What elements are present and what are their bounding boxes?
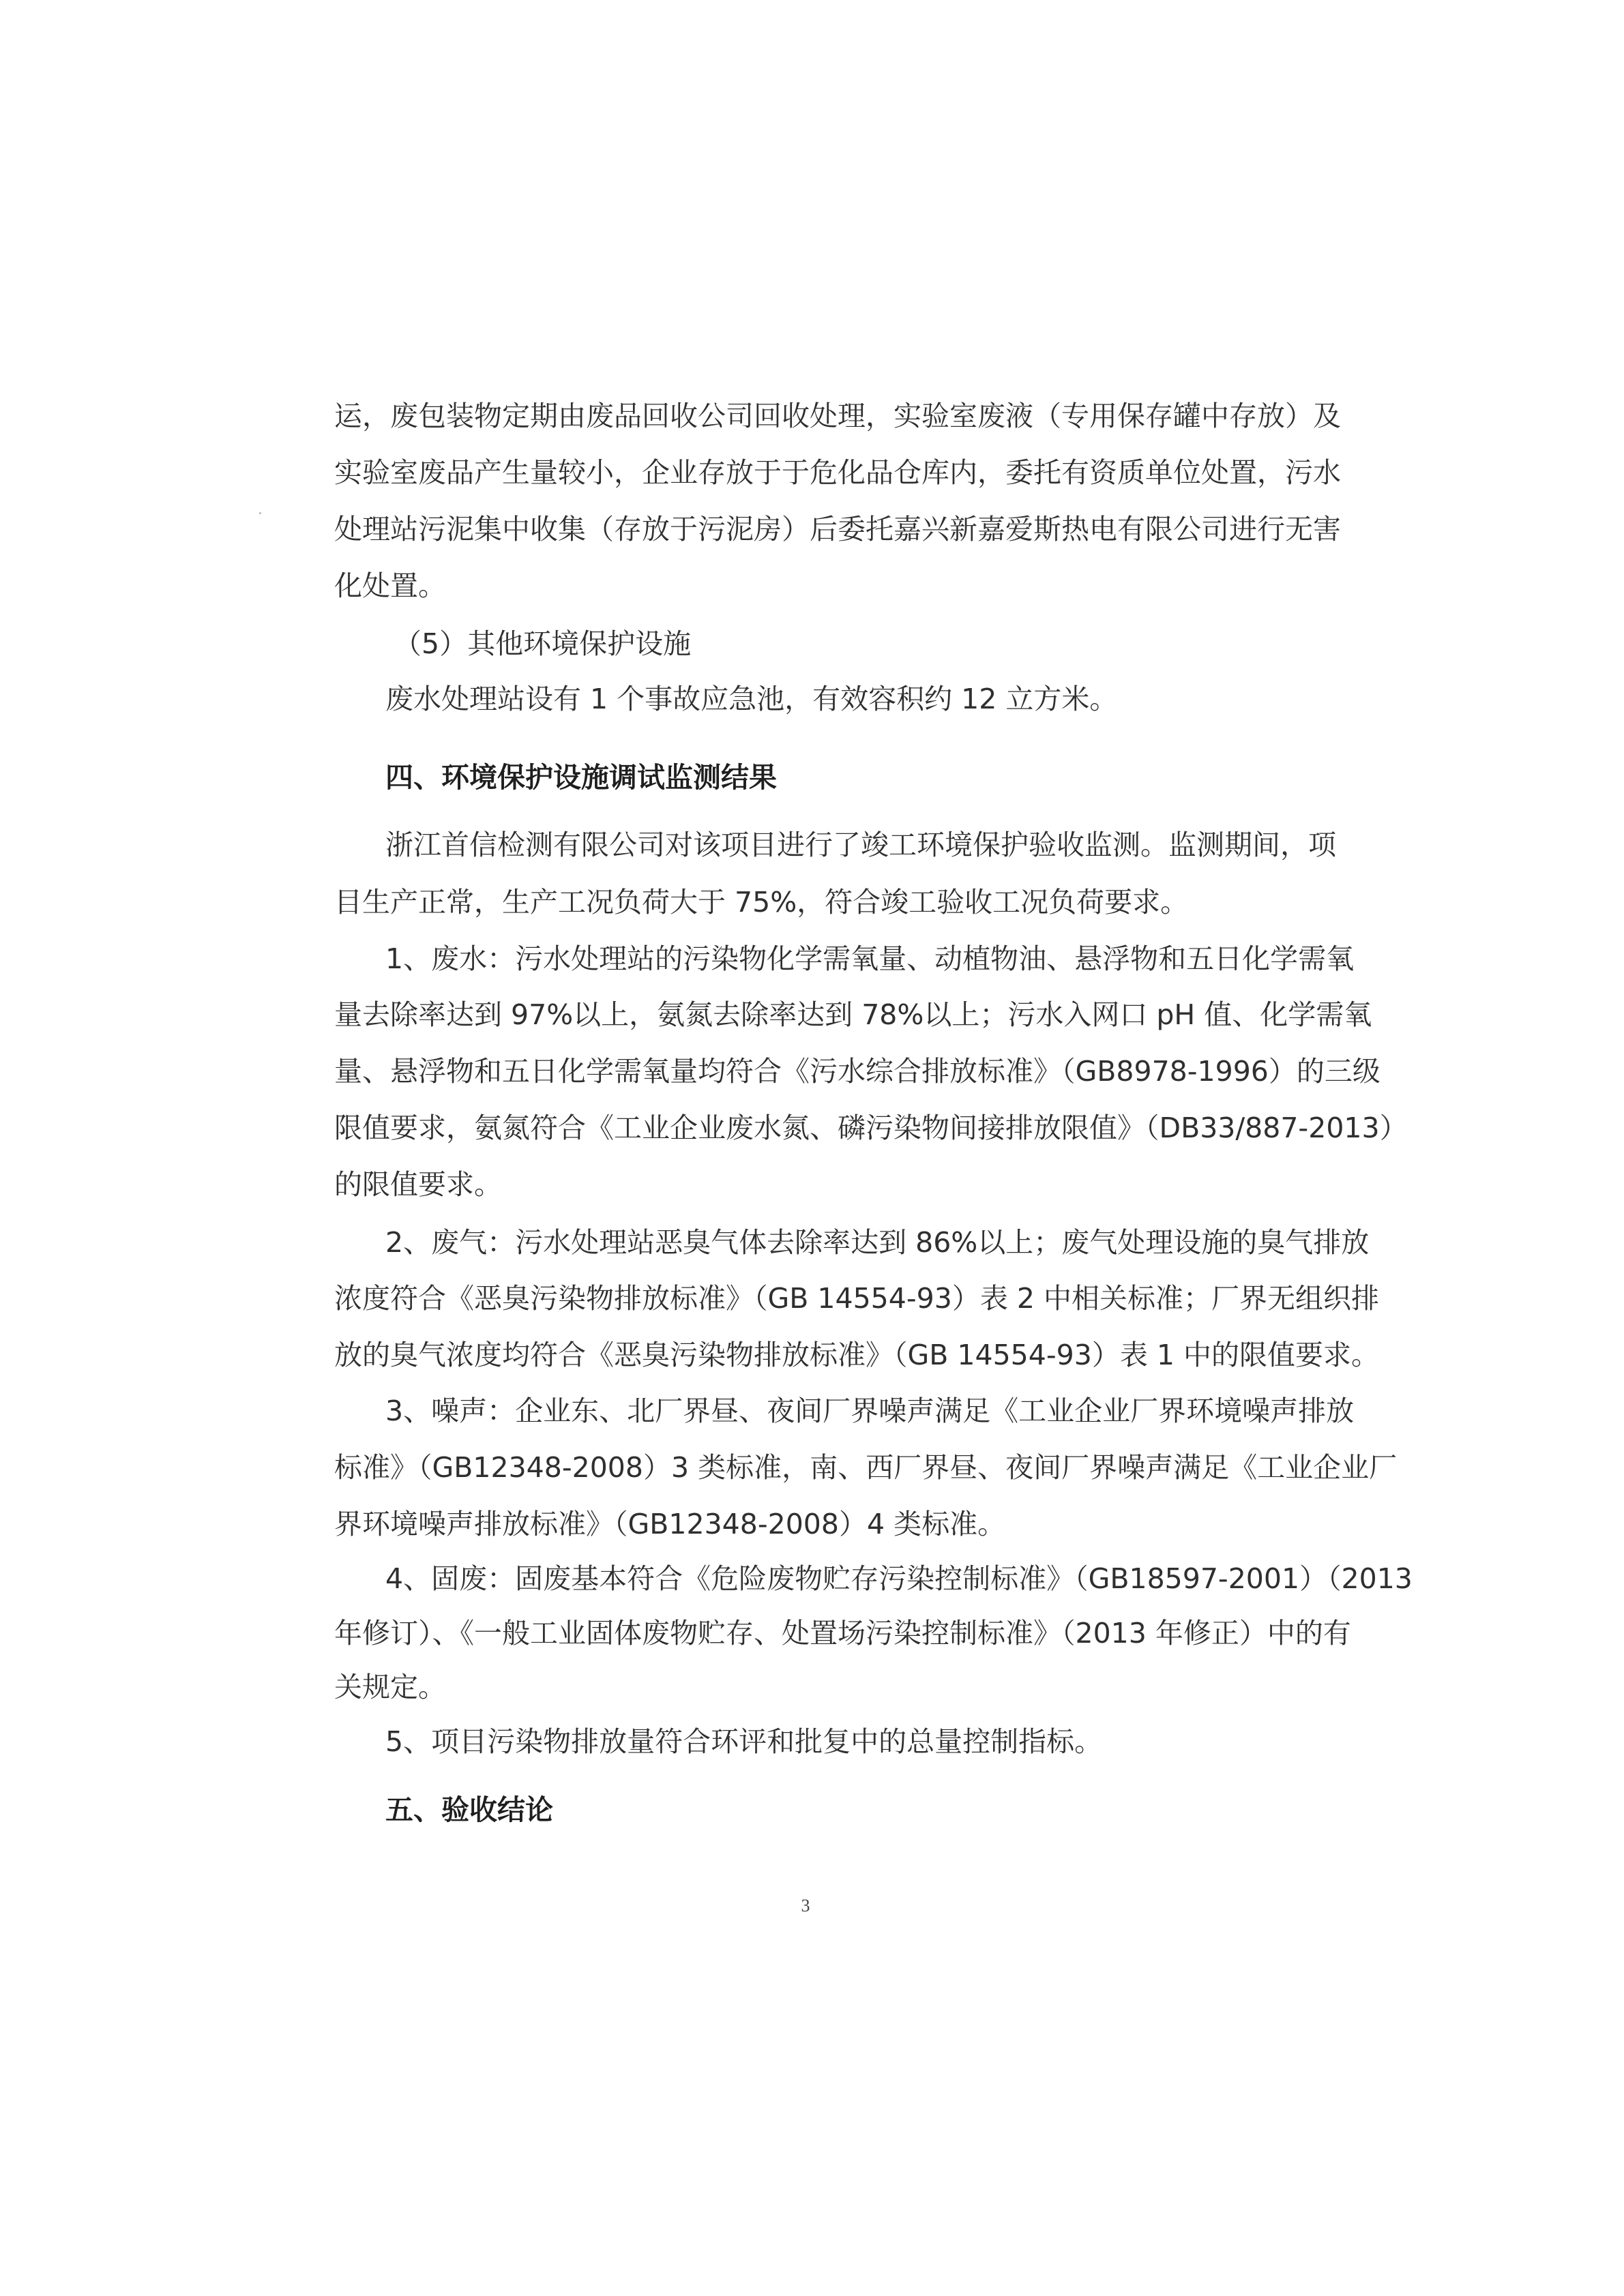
list-item-line: 量去除率达到 97%以上，氨氮去除率达到 78%以上；污水入网口 pH 值、化学需氧 <box>334 998 1372 1031</box>
list-item-line: 4、固废：固废基本符合《危险废物贮存污染控制标准》（GB18597-2001）（2013 <box>385 1562 1413 1595</box>
paragraph-line: 废水处理站设有 1 个事故应急池，有效容积约 12 立方米。 <box>385 683 1118 715</box>
paragraph-line: 浙江首信检测有限公司对该项目进行了竣工环境保护验收监测。监测期间，项 <box>385 829 1336 861</box>
paragraph-line: 运，废包装物定期由废品回收公司回收处理，实验室废液（专用保存罐中存放）及 <box>334 400 1341 432</box>
list-item-line: 限值要求，氨氮符合《工业企业废水氮、磷污染物间接排放限值》（DB33/887-2013） <box>334 1112 1408 1144</box>
list-item-line: 界环境噪声排放标准》（GB12348-2008）4 类标准。 <box>334 1508 1006 1540</box>
page-number: 3 <box>801 1896 810 1915</box>
scan-speck <box>259 512 261 514</box>
list-item-line: 5、项目污染物排放量符合环评和批复中的总量控制指标。 <box>385 1725 1103 1758</box>
list-item-line: 标准》（GB12348-2008）3 类标准，南、西厂界昼、夜间厂界噪声满足《工业企业厂 <box>334 1451 1398 1484</box>
paragraph-line: 实验室废品产生量较小，企业存放于于危化品仓库内，委托有资质单位处置，污水 <box>334 456 1341 489</box>
list-item-line: 量、悬浮物和五日化学需氧量均符合《污水综合排放标准》（GB8978-1996）的三级 <box>334 1055 1381 1088</box>
paragraph-line: 处理站污泥集中收集（存放于污泥房）后委托嘉兴新嘉爱斯热电有限公司进行无害 <box>334 513 1341 546</box>
section-heading: 四、环境保护设施调试监测结果 <box>385 761 777 794</box>
list-item-line: 2、废气：污水处理站恶臭气体去除率达到 86%以上；废气处理设施的臭气排放 <box>385 1226 1370 1259</box>
subsection-title: （5）其他环境保护设施 <box>394 627 692 660</box>
paragraph-line: 化处置。 <box>334 569 446 602</box>
list-item-line: 的限值要求。 <box>334 1168 502 1201</box>
list-item-line: 3、噪声：企业东、北厂界昼、夜间厂界噪声满足《工业企业厂界环境噪声排放 <box>385 1395 1355 1427</box>
list-item-line: 浓度符合《恶臭污染物排放标准》（GB 14554-93）表 2 中相关标准；厂界无组织排 <box>334 1282 1379 1315</box>
list-item-line: 1、废水：污水处理站的污染物化学需氧量、动植物油、悬浮物和五日化学需氧 <box>385 942 1355 975</box>
paragraph-line: 目生产正常，生产工况负荷大于 75%，符合竣工验收工况负荷要求。 <box>334 886 1189 919</box>
list-item-line: 关规定。 <box>334 1671 446 1703</box>
section-heading: 五、验收结论 <box>385 1793 553 1826</box>
list-item-line: 年修订）、《一般工业固体废物贮存、处置场污染控制标准》（2013 年修正）中的有 <box>334 1617 1351 1650</box>
list-item-line: 放的臭气浓度均符合《恶臭污染物排放标准》（GB 14554-93）表 1 中的限值要求。 <box>334 1339 1379 1371</box>
